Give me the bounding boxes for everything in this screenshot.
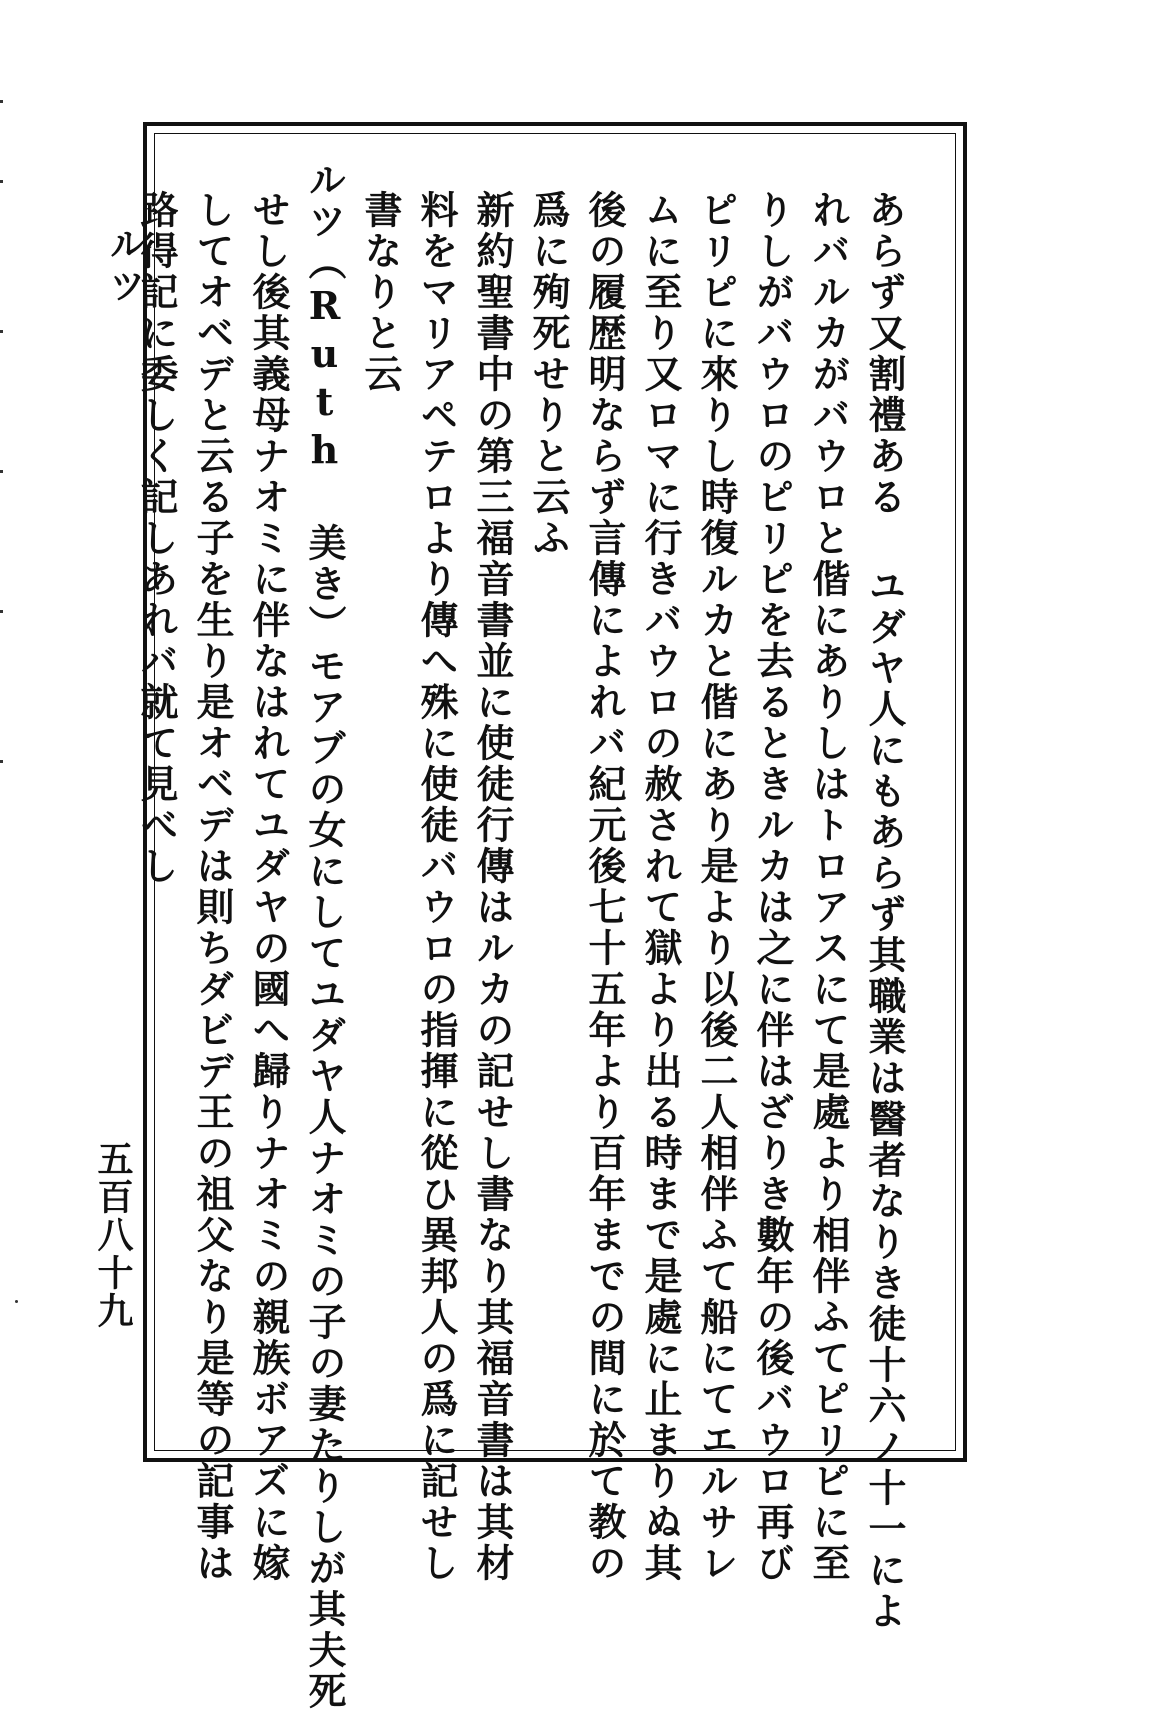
text-column: 爲に殉死せりと云ふ bbox=[526, 190, 571, 559]
margin-mark bbox=[0, 100, 3, 103]
text-column: れバルカがバウロと偕にありしはトロアスにて是處より相伴ふてピリピに至 bbox=[806, 190, 851, 1584]
text-column: 新約聖書中の第三福音書並に使徒行傳はルカの記せし書なり其福音書は其材 bbox=[470, 190, 515, 1584]
text-column: りしがバウロのピリピを去るときルカは之に伴はざりき數年の後バウロ再び bbox=[750, 190, 795, 1584]
text-column: 後の履歴明ならず言傳によれバ紀元後七十五年より百年までの間に於て教の bbox=[582, 190, 627, 1584]
text-column: 路得記に委しく記しあれバ就て見べし bbox=[134, 190, 179, 887]
text-column: せし後其義母ナオミに伴なはれてユダヤの國へ歸りナオミの親族ボアズに嫁 bbox=[246, 190, 291, 1584]
entry-heading-column: ルツ（Ruth 美き）モアブの女にしてユダヤ人ナオミの子の妻たりしが其夫死 bbox=[302, 160, 347, 1712]
margin-mark bbox=[0, 760, 3, 763]
text-column: あらず又割禮ある ユダヤ人にもあらず其職業は醫者なりき徒十六ノ十一によ bbox=[862, 190, 907, 1632]
margin-mark bbox=[0, 610, 3, 613]
text-column: してオベデと云る子を生り是オベデは則ちダビデ王の祖父なり是等の記事は bbox=[190, 190, 235, 1584]
running-head: ルツ bbox=[104, 225, 146, 309]
speck bbox=[15, 1300, 18, 1303]
margin-mark bbox=[0, 180, 3, 183]
margin-mark bbox=[0, 330, 3, 333]
margin-mark bbox=[0, 470, 3, 473]
page-number: 五百八十九 bbox=[92, 1140, 134, 1330]
text-column: 料をマリアペテロより傳へ殊に使徒バウロの指揮に從ひ異邦人の爲に記せし bbox=[414, 190, 459, 1584]
text-column: ピリピに來りし時復ルカと偕にあり是より以後二人相伴ふて船にてエルサレ bbox=[694, 190, 739, 1584]
text-column: ムに至り又ロマに行きバウロの赦されて獄より出る時まで是處に止まりぬ其 bbox=[638, 190, 683, 1584]
text-column: 書なりと云 bbox=[358, 190, 403, 395]
